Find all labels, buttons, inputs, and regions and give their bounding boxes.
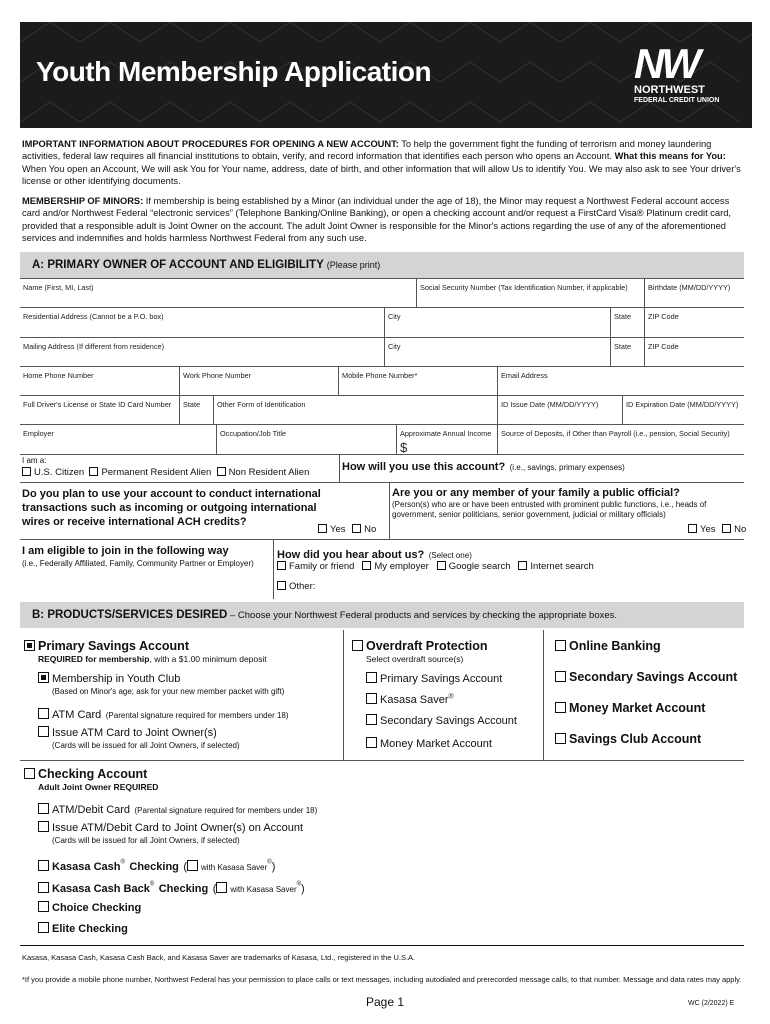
- od-kasasa-option[interactable]: Kasasa Saver®: [366, 693, 454, 706]
- international-yes-checkbox[interactable]: [318, 524, 327, 533]
- important-label: IMPORTANT INFORMATION ABOUT PROCEDURES FOR OPENING A NEW ACCOUNT:: [22, 139, 399, 149]
- important-info-paragraph: [22, 138, 744, 188]
- issue-atm-option[interactable]: Issue ATM Card to Joint Owner(s): [38, 726, 217, 739]
- section-b-title: B: PRODUCTS/SERVICES DESIRED: [32, 609, 228, 621]
- row-phones: [20, 366, 744, 396]
- checking-checkbox[interactable]: [24, 768, 35, 779]
- id-expiration-date-field[interactable]: ID Expiration Date (MM/DD/YYYY): [622, 396, 744, 425]
- public-official-question: Are you or any member of your family a public official?: [392, 487, 680, 499]
- mail-state-field[interactable]: State: [610, 338, 644, 367]
- atm-card-checkbox[interactable]: [38, 708, 49, 719]
- public-official-hint: (Person(s) who are or have been entrusted with prominent public functions, i.e., heads of government, senior politicians, senior government, judicial or military officials): [392, 500, 707, 519]
- logo-name: NORTHWEST: [634, 84, 705, 96]
- permanent-resident-checkbox[interactable]: [89, 467, 98, 476]
- mobile-phone-field[interactable]: Mobile Phone Number*: [338, 367, 497, 396]
- choice-checking-checkbox[interactable]: [38, 901, 49, 912]
- page-number: Page 1: [366, 995, 405, 1009]
- kasasa-cash-saver-checkbox[interactable]: [187, 860, 198, 871]
- birthdate-field[interactable]: Birthdate (MM/DD/YYYY): [644, 279, 744, 308]
- northwest-logo: [634, 40, 738, 105]
- row-res-address: [20, 307, 744, 338]
- international-answer: Yes No: [318, 524, 376, 535]
- i-am-label: I am a:: [22, 456, 47, 465]
- od-secondary-option[interactable]: Secondary Savings Account: [366, 714, 517, 727]
- mail-address-field[interactable]: Mailing Address (If different from residence): [23, 342, 164, 351]
- youth-club-option[interactable]: Membership in Youth Club: [38, 672, 180, 685]
- primary-savings-option[interactable]: Primary Savings Account: [24, 639, 189, 653]
- international-no-checkbox[interactable]: [352, 524, 361, 533]
- primary-savings-note: REQUIRED for membership, with a $1.00 minimum deposit: [38, 654, 267, 664]
- elite-checking-checkbox[interactable]: [38, 922, 49, 933]
- license-field[interactable]: Full Driver's License or State ID Card Number: [23, 400, 172, 409]
- deposit-source-field[interactable]: Source of Deposits, if Other than Payroll (i.e., pension, Social Security): [497, 425, 744, 455]
- eligibility-hint: (i.e., Federally Affiliated, Family, Community Partner or Employer): [22, 559, 254, 568]
- online-banking-option[interactable]: Online Banking: [555, 639, 661, 653]
- mobile-phone-disclosure: *If you provide a mobile phone number, Northwest Federal has your permission to place calls or text messages, including autodialed and prerecorded message calls, to that number. Message and data rates may apply.: [22, 975, 742, 984]
- section-b-subtitle: – Choose your Northwest Federal products and services by checking the appropriate boxes.: [227, 610, 618, 621]
- kasasa-cash-back-saver-checkbox[interactable]: [216, 882, 227, 893]
- od-primary-checkbox[interactable]: [366, 672, 377, 683]
- means-text: When You open an Account, We will ask You for Your name, address, date of birth, and other information that will allow Us to identify You. We may also ask to see Your driver's license or other identifying documents.: [22, 163, 741, 187]
- license-state-field[interactable]: State: [179, 396, 213, 425]
- minors-paragraph: [22, 195, 744, 245]
- account-use-field[interactable]: How will you use this account? (i.e., savings, primary expenses): [342, 461, 625, 473]
- res-city-field[interactable]: City: [384, 308, 610, 338]
- name-field[interactable]: Name (First, MI, Last): [23, 283, 94, 292]
- atm-debit-checkbox[interactable]: [38, 803, 49, 814]
- money-market-option[interactable]: Money Market Account: [555, 701, 705, 715]
- international-question: Do you plan to use your account to conduct international transactions such as incoming or outgoing international wires or receive international ACH credits?: [22, 488, 321, 528]
- res-state-field[interactable]: State: [610, 308, 644, 338]
- header-banner: [20, 22, 752, 128]
- section-a-subtitle: (Please print): [326, 260, 381, 270]
- logo-subname: FEDERAL CREDIT UNION: [634, 97, 720, 104]
- trademark-notice: Kasasa, Kasasa Cash, Kasasa Cash Back, and Kasasa Saver are trademarks of Kasasa, Ltd., registered in the U.S.A.: [22, 953, 416, 962]
- row-employment: [20, 424, 744, 455]
- employer-field[interactable]: Employer: [23, 429, 54, 438]
- savings-club-checkbox[interactable]: [555, 733, 566, 744]
- form-code: WC (2/2022) E: [688, 1000, 735, 1007]
- res-address-field[interactable]: Residential Address (Cannot be a P.O. box): [23, 312, 164, 321]
- kasasa-cash-back-checkbox[interactable]: [38, 882, 49, 893]
- work-phone-field[interactable]: Work Phone Number: [179, 367, 338, 396]
- section-a-title: A: PRIMARY OWNER OF ACCOUNT AND ELIGIBILITY: [32, 259, 324, 271]
- issue-debit-checkbox[interactable]: [38, 821, 49, 832]
- hear-other-checkbox[interactable]: [277, 581, 286, 590]
- important-text: To help the government fight the funding of terrorism and money laundering activities, federal law requires all financial institutions to obtain, verify, and record information that identifies each person who opens an Account.: [22, 139, 712, 162]
- income-field[interactable]: Approximate Annual Income $: [396, 425, 497, 455]
- hear-other-option: Other:: [277, 581, 315, 592]
- elite-checking-option[interactable]: Elite Checking: [38, 922, 128, 935]
- money-market-checkbox[interactable]: [555, 702, 566, 713]
- occupation-field[interactable]: Occupation/Job Title: [216, 425, 396, 455]
- overdraft-note: Select overdraft source(s): [366, 654, 464, 664]
- row-name: [20, 278, 744, 308]
- ssn-field[interactable]: Social Security Number (Tax Identification Number, if applicable): [416, 279, 644, 308]
- mail-city-field[interactable]: City: [384, 338, 610, 367]
- od-money-market-option[interactable]: Money Market Account: [366, 737, 492, 750]
- issue-atm-note: (Cards will be issued for all Joint Owners, if selected): [52, 741, 240, 750]
- secondary-savings-checkbox[interactable]: [555, 671, 566, 682]
- us-citizen-checkbox[interactable]: [22, 467, 31, 476]
- od-primary-option[interactable]: Primary Savings Account: [366, 672, 502, 685]
- od-money-market-checkbox[interactable]: [366, 737, 377, 748]
- checking-option[interactable]: Checking Account: [24, 767, 147, 781]
- row-mail-address: [20, 337, 744, 367]
- atm-card-option[interactable]: ATM Card (Parental signature required for members under 18): [38, 705, 289, 723]
- section-a-header: [20, 252, 744, 278]
- savings-club-option[interactable]: Savings Club Account: [555, 732, 701, 746]
- issue-debit-option[interactable]: Issue ATM/Debit Card to Joint Owner(s) on Account: [38, 821, 303, 834]
- means-label: What this means for You:: [614, 151, 726, 162]
- official-yes-checkbox[interactable]: [688, 524, 697, 533]
- overdraft-option[interactable]: Overdraft Protection: [352, 639, 488, 653]
- hear-family-checkbox[interactable]: [277, 561, 286, 570]
- choice-checking-option[interactable]: Choice Checking: [38, 901, 141, 914]
- hear-about-us-options: Family or friend My employer Google search Internet search: [277, 561, 594, 572]
- dollar-sign: $: [400, 440, 408, 455]
- mail-zip-field[interactable]: ZIP Code: [644, 338, 744, 367]
- issue-atm-checkbox[interactable]: [38, 726, 49, 737]
- non-resident-checkbox[interactable]: [217, 467, 226, 476]
- youth-club-note: (Based on Minor's age; ask for your new member packet with gift): [52, 687, 285, 696]
- issue-debit-note: (Cards will be issued for all Joint Owners, if selected): [52, 836, 240, 845]
- email-field[interactable]: Email Address: [497, 367, 744, 396]
- checking-requirement: Adult Joint Owner REQUIRED: [38, 782, 159, 792]
- hear-about-us-question: How did you hear about us? (Select one): [277, 549, 472, 561]
- kasasa-cash-option[interactable]: Kasasa Cash® Checking ( with Kasasa Saver®): [38, 857, 275, 875]
- overdraft-checkbox[interactable]: [352, 640, 363, 651]
- citizenship-options: U.S. Citizen Permanent Resident Alien Non Resident Alien: [22, 467, 309, 478]
- hear-google-checkbox[interactable]: [437, 561, 446, 570]
- youth-club-checkbox[interactable]: [38, 672, 49, 683]
- secondary-savings-option[interactable]: Secondary Savings Account: [555, 670, 737, 684]
- other-id-field[interactable]: Other Form of Identification: [213, 396, 497, 425]
- section-b-header: [20, 602, 744, 628]
- minors-text: If membership is being established by a Minor (an individual under the age of 18), the Minor may request a Northwest Federal account access card and/or Northwest Federal “electronic services” (Telephone Banking/Online Banking), or open a checking account and/or request a FirstCard Visa® Platinum credit card, provided that a responsible adult is Joint Owner on the account. The adult Joint Owner is responsible for the Minor's actions regarding the use of any of the aforementioned services and indemnifies and holds harmless Northwest Federal from any such use.: [22, 196, 731, 244]
- page-title: Youth Membership Application: [36, 56, 432, 87]
- eligibility-question: I am eligible to join in the following way: [22, 545, 229, 557]
- od-secondary-checkbox[interactable]: [366, 714, 377, 725]
- od-kasasa-checkbox[interactable]: [366, 693, 377, 704]
- public-official-answer: Yes No: [688, 524, 746, 535]
- primary-savings-checkbox[interactable]: [24, 640, 35, 651]
- atm-debit-option[interactable]: ATM/Debit Card (Parental signature required for members under 18): [38, 800, 317, 818]
- minors-label: MEMBERSHIP OF MINORS:: [22, 196, 144, 206]
- hear-employer-checkbox[interactable]: [362, 561, 371, 570]
- hear-internet-checkbox[interactable]: [518, 561, 527, 570]
- home-phone-field[interactable]: Home Phone Number: [23, 371, 94, 380]
- kasasa-cash-back-option[interactable]: Kasasa Cash Back® Checking ( with Kasasa Saver®): [38, 879, 305, 897]
- logo-mark: NW: [634, 40, 698, 87]
- online-banking-checkbox[interactable]: [555, 640, 566, 651]
- res-zip-field[interactable]: ZIP Code: [644, 308, 744, 338]
- row-identification: [20, 395, 744, 425]
- official-no-checkbox[interactable]: [722, 524, 731, 533]
- id-issue-date-field[interactable]: ID Issue Date (MM/DD/YYYY): [497, 396, 622, 425]
- kasasa-cash-checkbox[interactable]: [38, 860, 49, 871]
